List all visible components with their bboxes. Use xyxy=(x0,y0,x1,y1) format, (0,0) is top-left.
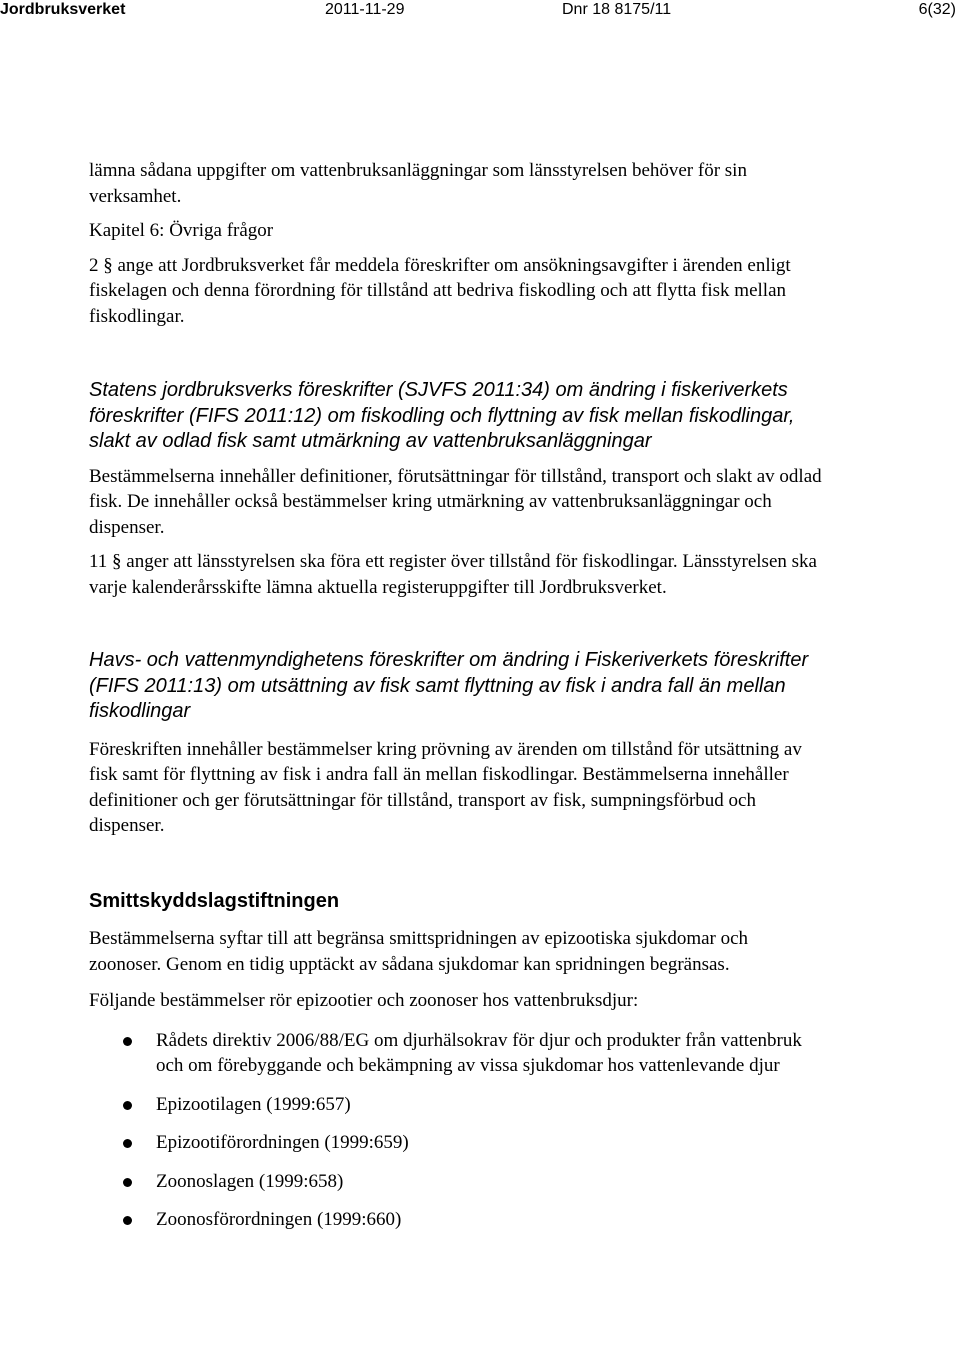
list-item xyxy=(89,1028,829,1079)
list-item xyxy=(89,1169,829,1195)
list-item-text: Zoonoslagen (1999:658) xyxy=(156,1170,344,1192)
paragraph-fifs-2011-13: Föreskriften innehåller bestämmelser kring prövning av ärenden om tillstånd för utsättning av fisk samt för flyttning av fisk i andra fall än mellan fiskodlingar. Bestämmelserna innehåller definitioner och ger förutsättningar för tillstånd, transport av fisk, sumpningsförbud och dispenser. xyxy=(89,738,802,836)
paragraph-continuation: lämna sådana uppgifter om vattenbruksanläggningar som länsstyrelsen behöver för sin verksamhet. xyxy=(89,160,747,207)
provisions-list xyxy=(89,1028,829,1233)
header-date: 2011-11-29 xyxy=(325,1,405,18)
list-item-text: Rådets direktiv 2006/88/EG om djurhälsokrav för djur och produkter från vattenbruk och om förebyggande och bekämpning av vissa sjukdomar hos vattenlevande djur xyxy=(156,1029,802,1076)
heading-sjvfs: Statens jordbruksverks föreskrifter (SJVFS 2011:34) om ändring i fiskeriverkets föreskrifter (FIFS 2011:12) om fiskodling och flyttning av fisk mellan fiskodlingar, slakt av odlad fisk samt utmärkning av vattenbruksanläggningar xyxy=(89,379,795,452)
chapter-label: Kapitel 6: Övriga frågor xyxy=(89,220,274,241)
paragraph-smittskydd-purpose: Bestämmelserna syftar till att begränsa smittspridningen av epizootiska sjukdomar och zoonoser. Genom en tidig upptäckt av sådana sjukdomar kan spridningen begränsas. xyxy=(89,928,749,975)
bullet-icon xyxy=(123,1178,132,1187)
heading-smittskyddslagstiftningen: Smittskyddslagstiftningen xyxy=(89,889,340,912)
list-item xyxy=(89,1130,829,1156)
paragraph-section-2: 2 § ange att Jordbruksverket får meddela föreskrifter om ansökningsavgifter i ärenden enligt fiskelagen och denna förordning för tillstånd att bedriva fiskodling och att flytta fisk mellan fiskodlingar. xyxy=(89,254,791,327)
paragraph-following-provisions: Följande bestämmelser rör epizootier och zoonoser hos vattenbruksdjur: xyxy=(89,990,639,1011)
paragraph-sjvfs-definitions: Bestämmelserna innehåller definitioner, förutsättningar för tillstånd, transport och slakt av odlad fisk. De innehåller också bestämmelser kring utmärkning av vattenbruksanläggningar och dispenser. xyxy=(89,465,822,538)
bullet-icon xyxy=(123,1101,132,1110)
paragraph-section-11: 11 § anger att länsstyrelsen ska föra ett register över tillstånd för fiskodlingar. Länsstyrelsen ska varje kalenderårsskifte lämna aktuella registeruppgifter till Jordbruksverket. xyxy=(89,551,817,598)
heading-havs-och-vattenmyndigheten: Havs- och vattenmyndighetens föreskrifter om ändring i Fiskeriverkets föreskrifter (FIFS 2011:13) om utsättning av fisk samt flyttning av fisk i andra fall än mellan fiskodlingar xyxy=(89,649,809,722)
header-reference-number: Dnr 18 8175/11 xyxy=(562,1,672,18)
list-item-text: Epizootiförordningen (1999:659) xyxy=(156,1132,409,1153)
bullet-icon xyxy=(123,1037,132,1046)
header-page-number: 6(32) xyxy=(918,1,956,18)
list-item xyxy=(89,1092,829,1118)
header-organization: Jordbruksverket xyxy=(0,1,126,18)
page-header xyxy=(0,0,960,22)
list-item-text: Epizootilagen (1999:657) xyxy=(156,1093,351,1115)
list-item xyxy=(89,1207,829,1233)
bullet-icon xyxy=(123,1216,132,1225)
list-item-text: Zoonosförordningen (1999:660) xyxy=(156,1209,402,1230)
bullet-icon xyxy=(123,1139,132,1148)
document-body xyxy=(89,158,829,1233)
